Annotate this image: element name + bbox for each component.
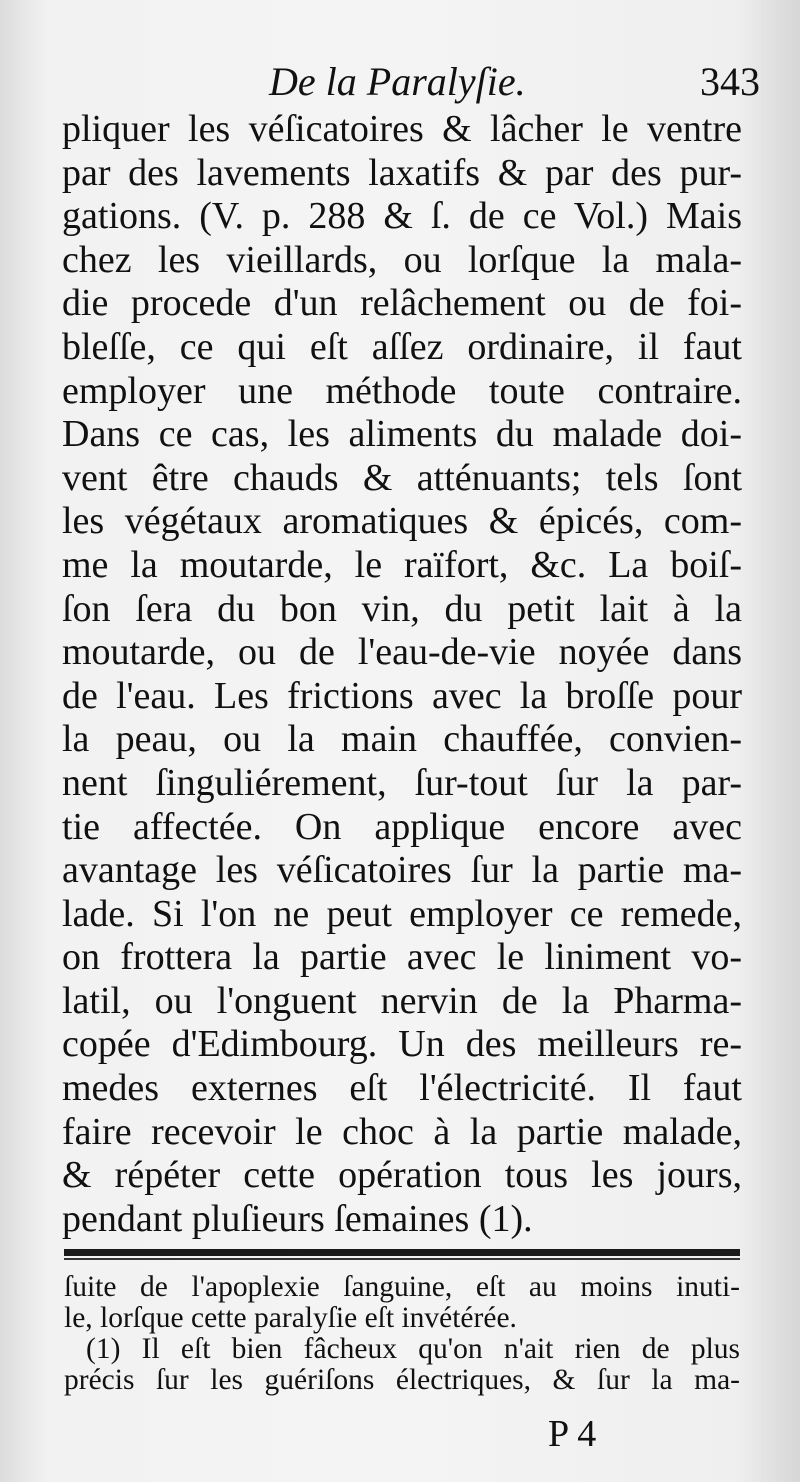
text-line: ſon ſera du bon vin, du petit lait à la (62, 587, 742, 630)
text-line: copée d'Edimbourg. Un des meilleurs re- (62, 1023, 742, 1066)
body-text (62, 108, 742, 1241)
text-line: me la moutarde, le raïfort, &c. La boiſ- (62, 543, 742, 586)
text-line: tie affectée. On applique encore avec (62, 805, 742, 848)
footnote-line: ſuite de l'apoplexie ſanguine, eſt au moins inuti- (64, 1271, 740, 1303)
footnote-line: le, lorſque cette paralyſie eſt invétérée. (64, 1302, 517, 1334)
text-line: de l'eau. Les frictions avec la broſſe pour (62, 674, 742, 717)
footnote-divider-thin (64, 1258, 740, 1260)
text-line: pliquer les véſicatoires & lâcher le ventre (62, 108, 742, 150)
text-line: latil, ou l'onguent nervin de la Pharma- (62, 979, 742, 1022)
text-line: on frottera la partie avec le liniment vo- (62, 936, 742, 979)
text-line: die procede d'un relâchement ou de foi- (62, 282, 742, 325)
text-line: employer une méthode toute contraire. (62, 369, 742, 412)
text-line: la peau, ou la main chauffée, convien- (62, 718, 742, 761)
text-line: par des lavements laxatifs & par des pur- (62, 151, 742, 194)
running-title: De la Paralyſie. (269, 59, 526, 104)
text-line: bleſſe, ce qui eſt aſſez ordinaire, il faut (62, 325, 742, 368)
text-line: lade. Si l'on ne peut employer ce remede, (62, 892, 742, 935)
page-number: 343 (700, 59, 760, 104)
text-line: Dans ce cas, les aliments du malade doi- (62, 413, 742, 456)
text-line: chez les vieillards, ou lorſque la mala- (62, 238, 742, 281)
text-line: gations. (V. p. 288 & ſ. de ce Vol.) Mais (62, 195, 742, 238)
text-line: avantage les véſicatoires ſur la partie ma- (62, 849, 742, 892)
text-line: les végétaux aromatiques & épicés, com- (62, 500, 742, 543)
text-line: medes externes eſt l'électricité. Il faut (62, 1067, 742, 1110)
text-line: moutarde, ou de l'eau-de-vie noyée dans (62, 631, 742, 674)
text-line: faire recevoir le choc à la partie malade, (62, 1110, 742, 1153)
footnote-line: précis ſur les guériſons électriques, & ſur la ma- (64, 1364, 740, 1396)
footnote-divider (64, 1249, 740, 1256)
signature-mark: P 4 (548, 1413, 597, 1455)
page-header (64, 58, 760, 108)
footnote-line: (1) Il eſt bien fâcheux qu'on n'ait rien de plus (86, 1333, 740, 1365)
text-line: nent ſinguliérement, ſur-tout ſur la par- (62, 761, 742, 804)
text-line: vent être chauds & atténuants; tels ſont (62, 456, 742, 499)
text-line: & répéter cette opération tous les jours, (62, 1154, 742, 1197)
footnotes (64, 1272, 740, 1396)
text-line: pendant pluſieurs ſemaines (1). (62, 1197, 533, 1240)
